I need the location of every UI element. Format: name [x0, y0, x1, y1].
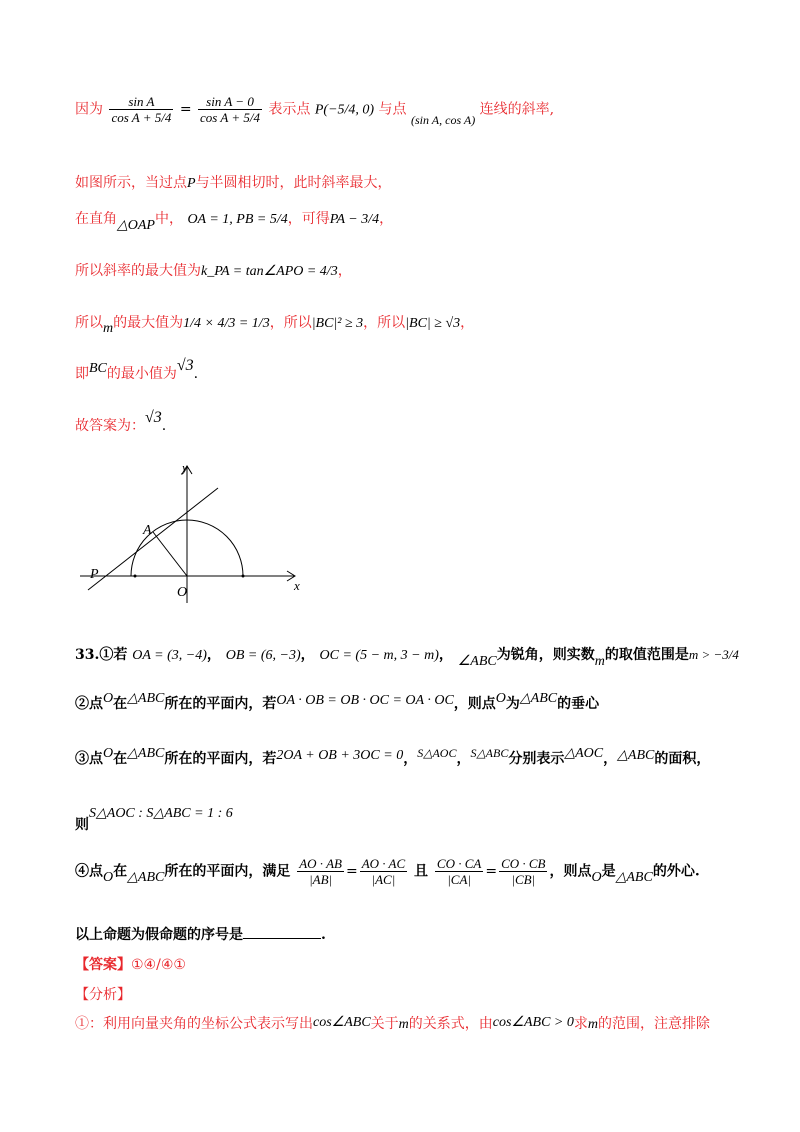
var-m: m: [398, 1017, 409, 1032]
text: 的外心.: [652, 863, 700, 880]
text: 所以斜率的最大值为: [75, 263, 201, 279]
fraction-denominator: cos A + 5/4: [200, 110, 260, 125]
cos-ABC: cos∠ABC: [313, 1015, 371, 1030]
text: ，可得: [287, 211, 330, 227]
text: ①：利用向量夹角的坐标公式表示写出: [75, 1016, 313, 1032]
area-ratio: S△AOC : S△ABC = 1 : 6: [89, 806, 233, 821]
text: 的垂心: [557, 696, 600, 712]
vector-OA: OA = (3, −4): [132, 648, 207, 663]
text: ，则点: [453, 696, 496, 712]
q33-question: [75, 928, 326, 942]
q33-statement-3-ratio: [75, 806, 233, 833]
label-A: A: [143, 523, 152, 538]
answer-line: [75, 958, 186, 972]
vector-sum-equation: 2OA + OB + 3OC = 0: [276, 748, 404, 763]
solution-line-6: [75, 357, 199, 382]
text: ，则点: [549, 863, 592, 880]
text: ，: [456, 751, 471, 767]
equation-slope: k_PA = tan∠APO = 4/3: [201, 264, 338, 279]
text: ③点: [75, 751, 103, 767]
text: 为: [505, 696, 520, 712]
equation-PA: PA − 3/4: [329, 212, 380, 227]
text: 为锐角，则实数: [496, 647, 595, 663]
text: 因为: [75, 101, 103, 118]
fraction-numerator: AO · AC: [361, 856, 406, 871]
text: 故答案为：: [75, 418, 145, 434]
area-AOC: S△AOC: [417, 746, 457, 760]
text: ④点: [75, 863, 103, 880]
triangle-AOC: △AOC: [564, 746, 604, 761]
q33-statement-2: [75, 691, 600, 712]
var-m: m: [594, 654, 605, 669]
fraction-CO-CA: [435, 857, 483, 886]
text: 连线的斜率,: [479, 101, 555, 118]
answer-value: ①④/④①: [131, 957, 186, 973]
analysis-line-1: [75, 1017, 710, 1032]
text: 在直角: [75, 211, 117, 227]
range-m: m > −3/4: [688, 647, 739, 662]
q33-statement-1: [75, 647, 739, 669]
text: 在: [113, 863, 128, 880]
text: 在: [113, 696, 128, 712]
point-P: P(−5/4, 0): [314, 102, 375, 118]
text: ①若: [99, 647, 128, 663]
text: 如图所示，当过点: [75, 175, 187, 191]
fraction-numerator: AO · AB: [299, 856, 342, 871]
angle-ABC: ∠ABC: [457, 654, 497, 669]
text: ，: [438, 647, 453, 663]
semicircle-tangent-figure: [80, 458, 310, 603]
text: 表示点: [268, 101, 311, 118]
solution-line-3: [75, 211, 394, 233]
vector-OB: OB = (6, −3): [225, 648, 301, 663]
fraction-denominator: |CA|: [447, 872, 471, 887]
text: ，: [603, 751, 618, 767]
cos-condition: cos∠ABC > 0: [492, 1015, 574, 1030]
text: 与点: [378, 101, 407, 118]
text: 且: [414, 863, 429, 880]
text: 分别表示: [508, 751, 565, 767]
text: 即: [75, 366, 89, 382]
fraction-numerator: CO · CA: [436, 856, 482, 871]
fraction-denominator: cos A + 5/4: [111, 110, 172, 125]
tangent-line: [88, 488, 218, 590]
text: 在: [113, 751, 128, 767]
q33-statement-4: [75, 857, 700, 886]
var-P: P: [187, 176, 196, 191]
radius-OA: [153, 532, 187, 576]
label-y: y: [182, 460, 188, 475]
text: ，: [337, 263, 352, 279]
fraction-numerator: sin A − 0: [198, 95, 262, 110]
vector-OC: OC = (5 − m, 3 − m): [319, 648, 439, 663]
triangle-ABC: △ABC: [615, 869, 653, 885]
fraction-sinA-minus-0: [198, 95, 262, 124]
var-m: m: [587, 1017, 599, 1032]
equation-max: 1/4 × 4/3 = 1/3: [183, 316, 270, 331]
var-m: m: [103, 321, 114, 336]
answer-blank: [243, 938, 321, 939]
triangle-OAP: △OAP: [117, 218, 155, 233]
var-O: O: [103, 691, 114, 706]
solution-line-7: [75, 409, 167, 434]
fraction-denominator: |CB|: [511, 872, 536, 887]
text: 所在的平面内，满足: [164, 863, 291, 880]
point-B-left: [134, 575, 137, 578]
text: 的最小值为: [106, 366, 177, 382]
text: ，所以: [269, 315, 312, 331]
text: 以上命题为假命题的序号是: [75, 927, 243, 943]
var-O: O: [591, 869, 602, 885]
text: ，所以: [363, 315, 406, 331]
fraction-denominator: |AB|: [309, 872, 333, 887]
equation-bc-squared: |BC|² ≥ 3: [311, 316, 364, 331]
text: 的范围，注意排除: [598, 1016, 711, 1032]
equation-bc: |BC| ≥ √3: [405, 316, 461, 331]
text: ②点: [75, 696, 103, 712]
fraction-AO-AB: [297, 857, 344, 886]
value-sqrt3: √3: [176, 357, 194, 374]
var-O: O: [495, 691, 506, 706]
text: 中，: [154, 211, 183, 227]
text: .: [193, 366, 199, 382]
fraction-numerator: sin A: [109, 95, 173, 110]
text: 关于: [370, 1016, 399, 1032]
text: 求: [573, 1016, 588, 1032]
question-number: 33.: [75, 647, 100, 663]
triangle-ABC: △ABC: [519, 691, 558, 706]
solution-line-1: [75, 94, 555, 127]
text: 的取值范围是: [604, 647, 689, 663]
text: 是: [601, 863, 616, 880]
equals-sign: =: [345, 863, 358, 880]
equals-sign: =: [485, 863, 498, 880]
text: 与半圆相切时，此时斜率最大，: [195, 175, 392, 191]
point-sinA-cosA: (sin A, cos A): [411, 112, 476, 127]
fraction-sinA-over-cosA: [109, 95, 173, 124]
answer-label: 【答案】: [75, 957, 131, 973]
triangle-ABC: △ABC: [127, 746, 165, 761]
label-O: O: [177, 585, 188, 600]
solution-line-2: [75, 176, 392, 191]
text: ，: [403, 751, 418, 767]
text: .: [321, 927, 326, 943]
label-x: x: [294, 578, 300, 593]
analysis-label: 【分析】: [75, 987, 131, 1003]
triangle-ABC: △ABC: [127, 691, 165, 706]
text: .: [161, 418, 167, 434]
var-O: O: [103, 746, 114, 761]
fraction-numerator: CO · CB: [501, 856, 546, 871]
label-P: P: [90, 567, 99, 582]
dot-product-equation: OA · OB = OB · OC = OA · OC: [276, 693, 454, 708]
equation-OA-PB: OA = 1, PB = 5/4: [187, 212, 288, 227]
text: ，: [460, 315, 475, 331]
text: 的关系式，由: [408, 1016, 493, 1032]
solution-line-4: [75, 264, 352, 279]
equals-sign: =: [179, 101, 192, 118]
text: 则: [75, 817, 89, 833]
solution-line-5: [75, 315, 475, 336]
area-ABC: S△ABC: [470, 746, 509, 760]
text: ，: [206, 647, 221, 663]
fraction-AO-AC: [360, 857, 407, 886]
text: 的面积，: [654, 751, 711, 767]
analysis-label-line: [75, 988, 131, 1002]
text: 所在的平面内，若: [164, 751, 277, 767]
fraction-CO-CB: [499, 857, 547, 886]
text: 所以: [75, 315, 103, 331]
text: 的最大值为: [113, 315, 184, 331]
text: 所在的平面内，若: [164, 696, 277, 712]
point-right: [242, 575, 245, 578]
var-BC: BC: [89, 361, 107, 376]
var-O: O: [103, 869, 114, 885]
q33-statement-3: [75, 746, 711, 767]
fraction-denominator: |AC|: [371, 872, 396, 887]
triangle-ABC: △ABC: [617, 748, 655, 763]
text: ，: [300, 647, 315, 663]
value-sqrt3: √3: [145, 409, 162, 426]
triangle-ABC: △ABC: [127, 869, 165, 885]
text: ，: [379, 211, 394, 227]
